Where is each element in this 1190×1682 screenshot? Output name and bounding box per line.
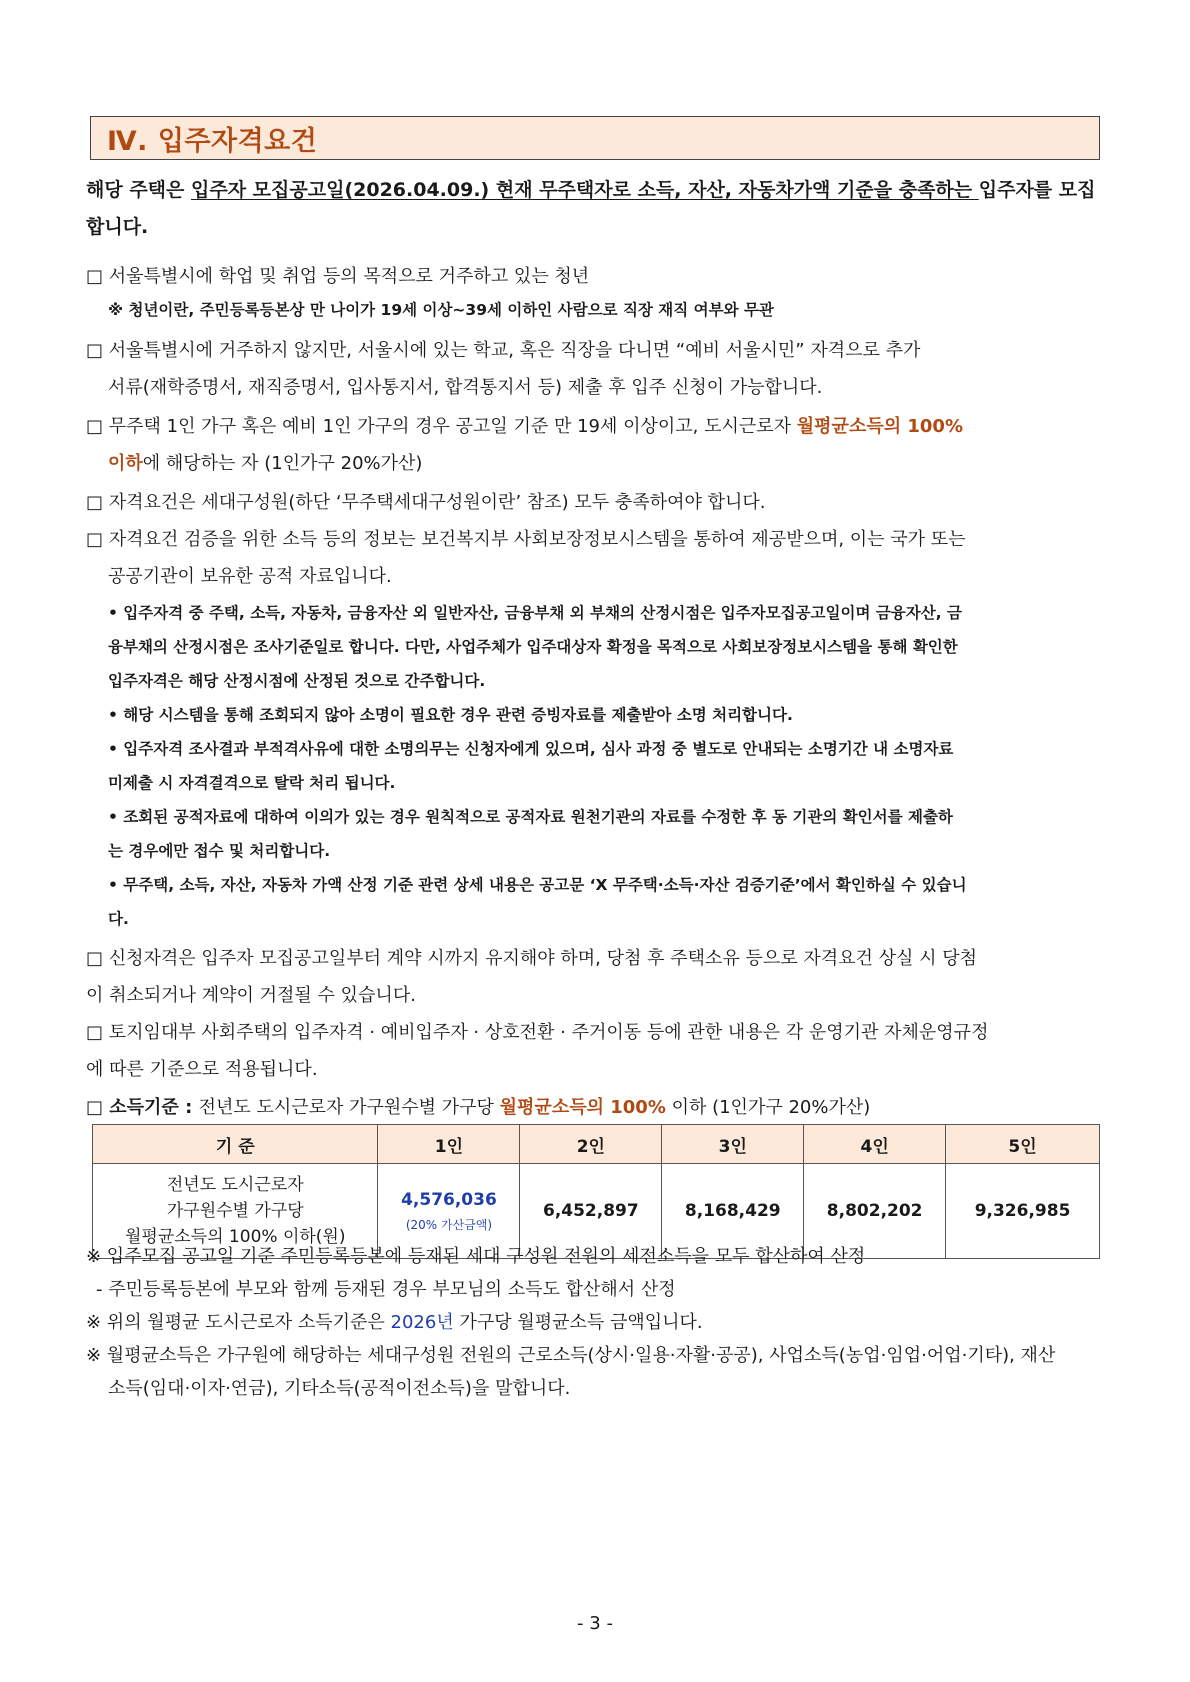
header-5person: 5인 <box>946 1125 1100 1164</box>
bullet-duty-l2: 미제출 시 자격결격으로 탈락 처리 됩니다. <box>108 774 396 792</box>
header-2person: 2인 <box>520 1125 662 1164</box>
item-maintain-eligibility-l2: 이 취소되거나 계약이 거절될 수 있습니다. <box>86 985 416 1006</box>
item-household-members: □ 자격요건은 세대구성원(하단 ‘무주택세대구성원이란’ 참조) 모두 충족하여야 합니다. <box>86 492 766 513</box>
income-criteria-text: 전년도 도시근로자 가구원수별 가구당 <box>198 1097 500 1118</box>
item-single-household-l1 <box>86 412 963 438</box>
item-prospective-citizen-l1: □ 서울특별시에 거주하지 않지만, 서울시에 있는 학교, 혹은 직장을 다니면 “예비 서울시민” 자격으로 추가 <box>86 340 921 361</box>
item-operator-rules-l1: □ 토지임대부 사회주택의 입주자격 · 예비입주자 · 상호전환 · 주거이동 등에 관한 내용은 각 운영기관 자체운영규정 <box>86 1022 989 1043</box>
item-single-household-l2 <box>108 449 422 475</box>
item-single-household-l1-text: □ 무주택 1인 가구 혹은 예비 1인 가구의 경우 공고일 기준 만 19세 이상이고, 도시근로자 <box>86 416 797 437</box>
item-prospective-citizen-l2: 서류(재학증명서, 재직증명서, 입사통지서, 합격통지서 등) 제출 후 입주 신청이 가능합니다. <box>108 377 823 398</box>
item-single-household-l2-highlight: 이하 <box>108 453 143 474</box>
bullet-assessment-l3: 입주자격은 해당 산정시점에 산정된 것으로 간주합니다. <box>108 672 486 690</box>
note-income-sum: ※ 입주모집 공고일 기준 주민등록등본에 등재된 세대 구성원 전원의 세전소득을 모두 합산하여 산정 <box>86 1246 866 1267</box>
header-1person: 1인 <box>378 1125 520 1164</box>
item-income-criteria <box>86 1093 870 1119</box>
header-criteria: 기 준 <box>93 1125 378 1164</box>
section-title-box <box>90 116 1100 160</box>
value-5person: 9,326,985 <box>946 1164 1100 1259</box>
note-income-sum-sub: - 주민등록등본에 부모와 함께 등재된 경우 부모님의 소득도 합산해서 산정 <box>96 1279 676 1300</box>
bullet-explanation: • 해당 시스템을 통해 조회되지 않아 소명이 필요한 경우 관련 증빙자료를 제출받아 소명 처리합니다. <box>108 706 793 724</box>
income-criteria-tail: 이하 (1인가구 20%가산) <box>665 1097 871 1118</box>
bullet-objection-l2: 는 경우에만 접수 및 처리합니다. <box>108 842 331 860</box>
income-criteria-highlight: 월평균소득의 100% <box>499 1097 666 1118</box>
intro-underlined: 입주자 모집공고일(2026.04.09.) 현재 무주택자로 소득, 자산, 자동차가액 기준을 충족하는 <box>191 179 979 201</box>
intro-paragraph <box>86 172 1104 246</box>
income-table <box>92 1124 1100 1259</box>
item-verification-l1: □ 자격요건 검증을 위한 소득 등의 정보는 보건복지부 사회보장정보시스템을 통하여 제공받으며, 이는 국가 또는 <box>86 529 966 550</box>
note-income-def-l2: 소득(임대·이자·연금), 기타소득(공적이전소득)을 말합니다. <box>108 1378 571 1399</box>
row-label-line3: 월평균소득의 100% 이하(원) <box>125 1227 346 1247</box>
document-page <box>86 0 1104 1682</box>
note-year-suffix: 가구당 월평균소득 금액입니다. <box>453 1312 703 1333</box>
header-3person: 3인 <box>662 1125 804 1164</box>
value-2person: 6,452,897 <box>520 1164 662 1259</box>
note-year-prefix: ※ 위의 월평균 도시근로자 소득기준은 <box>86 1312 391 1333</box>
value-4person: 8,802,202 <box>804 1164 946 1259</box>
item-youth-note: ※ 청년이란, 주민등록등본상 만 나이가 19세 이상~39세 이하인 사람으로 직장 재직 여부와 무관 <box>108 301 774 319</box>
bullet-assessment-l1: • 입주자격 중 주택, 소득, 자동차, 금융자산 외 일반자산, 금융부채 외 부채의 산정시점은 입주자모집공고일이며 금융자산, 금 <box>108 604 962 622</box>
item-single-household-l2-text: 에 해당하는 자 (1인가구 20%가산) <box>142 453 423 474</box>
item-operator-rules-l2: 에 따른 기준으로 적용됩니다. <box>86 1059 318 1080</box>
income-criteria-label: □ 소득기준 : <box>86 1097 199 1118</box>
note-income-def-l1: ※ 월평균소득은 가구원에 해당하는 세대구성원 전원의 근로소득(상시·일용·자활·공공), 사업소득(농업·임업·어업·기타), 재산 <box>86 1345 1056 1366</box>
item-youth: □ 서울특별시에 학업 및 취업 등의 목적으로 거주하고 있는 청년 <box>86 266 590 287</box>
bullet-duty-l1: • 입주자격 조사결과 부적격사유에 대한 소명의무는 신청자에게 있으며, 심사 과정 중 별도로 안내되는 소명기간 내 소명자료 <box>108 740 954 758</box>
header-4person: 4인 <box>804 1125 946 1164</box>
intro-prefix: 해당 주택은 <box>86 179 191 201</box>
item-single-household-l1-highlight: 월평균소득의 100% <box>796 416 963 437</box>
note-year <box>86 1308 703 1334</box>
bullet-objection-l1: • 조회된 공적자료에 대하여 이의가 있는 경우 원칙적으로 공적자료 원천기관의 자료를 수정한 후 동 기관의 확인서를 제출하 <box>108 808 953 826</box>
note-year-highlight: 2026년 <box>390 1312 454 1333</box>
item-verification-l2: 공공기관이 보유한 공적 자료입니다. <box>108 566 392 587</box>
item-maintain-eligibility-l1: □ 신청자격은 입주자 모집공고일부터 계약 시까지 유지해야 하며, 당첨 후 주택소유 등으로 자격요건 상실 시 당첨 <box>86 948 978 969</box>
value-3person: 8,168,429 <box>662 1164 804 1259</box>
bullet-reference-l1: • 무주택, 소득, 자산, 자동차 가액 산정 기준 관련 상세 내용은 공고문 ‘X 무주택·소득·자산 검증기준’에서 확인하실 수 있습니 <box>108 876 967 894</box>
page-number: - 3 - <box>577 1613 613 1634</box>
row-label-line1: 전년도 도시근로자 <box>166 1175 304 1195</box>
value-1person: 4,576,036 <box>401 1189 497 1210</box>
bullet-assessment-l2: 융부채의 산정시점은 조사기준일로 합니다. 다만, 사업주체가 입주대상자 확정을 목적으로 사회보장정보시스템을 통해 확인한 <box>108 638 958 656</box>
intro-suffix: 입주자를 모집합니다. <box>86 179 1096 238</box>
value-1person-note: (20% 가산금액) <box>405 1217 493 1232</box>
section-title: Ⅳ. 입주자격요건 <box>107 125 318 157</box>
bullet-reference-l2: 다. <box>108 910 129 928</box>
row-label-line2: 가구원수별 가구당 <box>166 1201 304 1221</box>
income-table-header-row <box>93 1125 1100 1164</box>
